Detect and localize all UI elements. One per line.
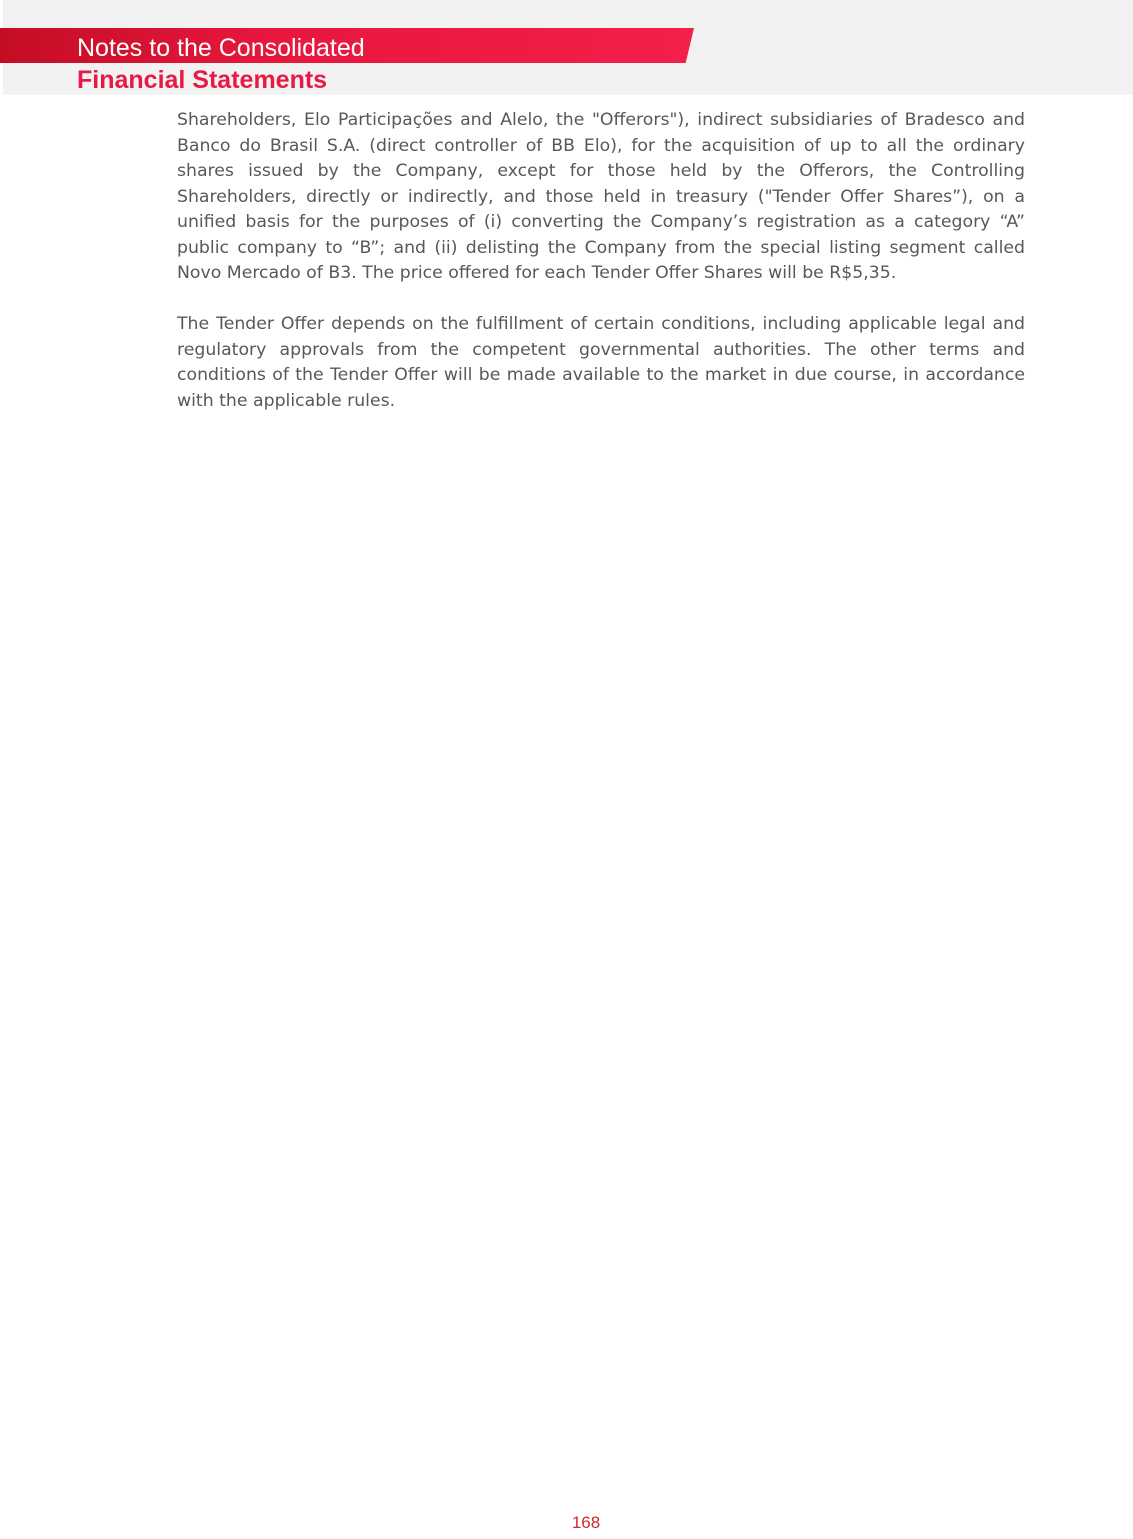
paragraph-tender-offer-conditions: The Tender Offer depends on the fulfillment of certain conditions, including applicable legal and regulatory approvals from the competent governmental authorities. The other terms and conditions of the Tender Offer will be made available to the market in due course, in accordance with the applicable rules. [177, 314, 1025, 411]
page-title-line2: Financial Statements [77, 66, 328, 94]
page-title-line1: Notes to the Consolidated [77, 34, 365, 62]
paragraph-tender-offer-terms: Shareholders, Elo Participações and Alelo, the "Offerors"), indirect subsidiaries of Bradesco and Banco do Brasil S.A. (direct controller of BB Elo), for the acquisition of up to all the ordinary shares issued by the Company, except for those held by the Offerors, the Controlling Shareholders, directly or indirectly, and those held in treasury ("Tender Offer Shares”), on a unified basis for the purposes of (i) converting the Company’s registration as a category “A” public company to “B”; and (ii) delisting the Company from the special listing segment called Novo Mercado of B3. The price offered for each Tender Offer Shares will be R$5,35. [177, 110, 1025, 283]
document-body [177, 108, 1025, 440]
page-number: 168 [571, 1513, 601, 1532]
